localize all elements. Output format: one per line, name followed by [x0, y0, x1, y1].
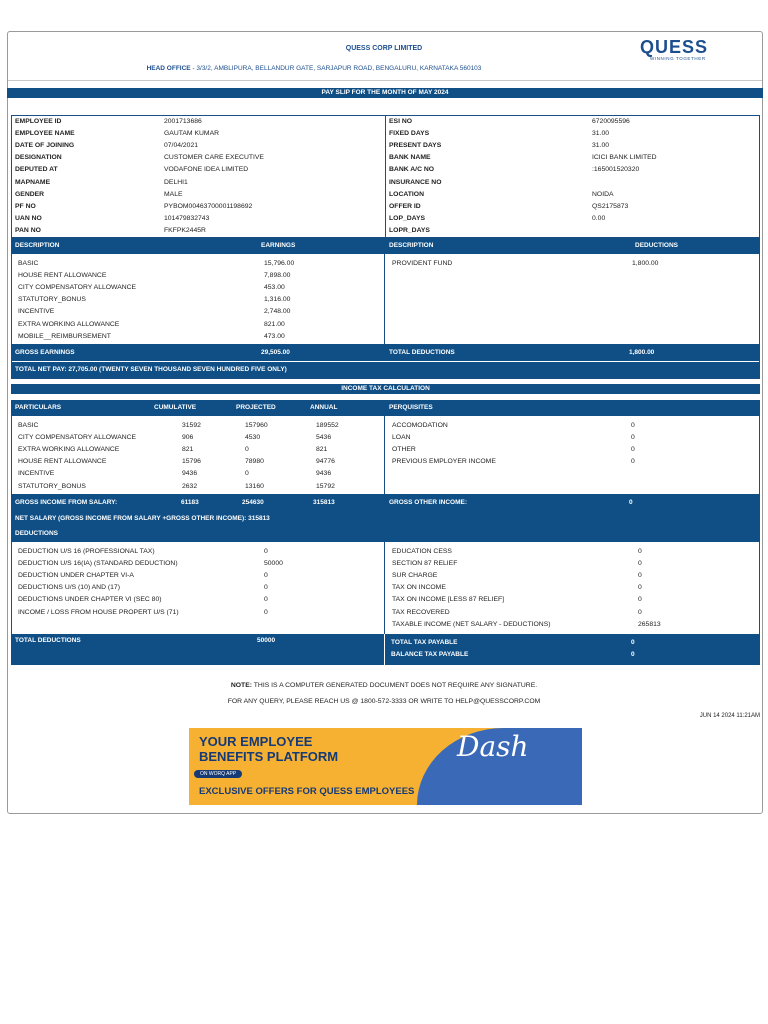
earning-amount: 1,316.00: [264, 296, 291, 304]
company-name: QUESS CORP LIMITED: [345, 45, 423, 52]
employee-field-label: FIXED DAYS: [389, 130, 430, 138]
perquisite-name: ACCOMODATION: [392, 422, 448, 429]
employee-field-label: DESIGNATION: [15, 154, 62, 162]
tax-item-name: EDUCATION CESS: [392, 548, 452, 555]
earning-name: INCENTIVE: [18, 308, 55, 316]
tax-item-amount: 0: [638, 596, 642, 604]
employee-field-label: PRESENT DAYS: [389, 142, 442, 150]
tax-amount: 821: [182, 446, 194, 454]
tax-amount: 15796: [182, 458, 201, 466]
employee-field-value: 31.00: [592, 142, 610, 150]
employee-field-value: :165001520320: [592, 166, 640, 174]
employee-field-label: UAN NO: [15, 214, 42, 222]
tax-deduction-amount: 50000: [264, 560, 283, 568]
earning-amount: 453.00: [264, 284, 285, 292]
earning-name: BASIC: [18, 260, 39, 267]
tax-item-amount: 0: [638, 560, 642, 568]
tax-amount: 4530: [245, 434, 261, 442]
tax-amount: 0: [245, 446, 249, 454]
employee-field-value: GAUTAM KUMAR: [164, 130, 220, 138]
tax-deduction-amount: 0: [264, 596, 268, 604]
query-contact: FOR ANY QUERY, PLEASE REACH US @ 1800-572-3333 OR WRITE TO HELP@QUESSCORP.COM: [227, 698, 541, 705]
dash-logo: Dash: [457, 730, 529, 763]
total-net-pay: TOTAL NET PAY: 27,705.00 (TWENTY SEVEN THOUSAND SEVEN HUNDRED FIVE ONLY): [11, 362, 760, 378]
tax-amount: 2632: [182, 482, 198, 490]
gross-income-row: GROSS INCOME FROM SALARY: 61183 254630 315813 GROSS OTHER INCOME: 0: [11, 494, 760, 511]
tax-amount: 157960: [245, 422, 268, 429]
tax-item-amount: 0: [638, 584, 642, 592]
tax-item-name: SECTION 87 RELIEF: [392, 560, 458, 568]
tax-amount: 9436: [182, 470, 198, 478]
tax-particular: EXTRA WORKING ALLOWANCE: [18, 446, 120, 454]
tax-deduction-name: DEDUCTION UNDER CHAPTER VI-A: [18, 572, 134, 580]
employee-field-label: LOP_DAYS: [389, 214, 426, 222]
tax-particular: CITY COMPENSATORY ALLOWANCE: [18, 434, 137, 442]
tax-totals: TOTAL DEDUCTIONS 50000 TOTAL TAX PAYABLE 0 BALANCE TAX PAYABLE 0: [11, 634, 760, 665]
employee-field-label: INSURANCE NO: [389, 178, 442, 186]
tax-particular: INCENTIVE: [18, 470, 55, 478]
employee-field-label: PF NO: [15, 202, 36, 210]
tax-amount: 5436: [316, 434, 332, 442]
earnings-divider: [384, 254, 385, 344]
tax-deduction-name: DEDUCTIONS UNDER CHAPTER VI (SEC 80): [18, 596, 162, 604]
employee-field-label: BANK A/C NO: [389, 166, 435, 174]
employee-field-value: 2001713686: [164, 118, 202, 125]
employee-field-label: ESI NO: [389, 118, 413, 125]
gross-earnings-row: GROSS EARNINGS 29,505.00 TOTAL DEDUCTIONS 1,800.00: [11, 344, 760, 361]
deduction-name: PROVIDENT FUND: [392, 260, 453, 267]
employee-field-label: EMPLOYEE ID: [15, 118, 62, 125]
employee-field-value: 101479832743: [164, 214, 210, 222]
tax-item-amount: 265813: [638, 620, 661, 628]
tax-particular: STATUTORY_BONUS: [18, 482, 86, 490]
earning-amount: 2,748.00: [264, 308, 291, 316]
employee-field-value: 31.00: [592, 130, 610, 138]
employee-field-label: LOCATION: [389, 190, 424, 198]
employee-field-value: ICICI BANK LIMITED: [592, 154, 657, 162]
employee-field-label: GENDER: [15, 190, 45, 198]
tax-amount: 9436: [316, 470, 332, 478]
perquisite-name: OTHER: [392, 446, 416, 454]
earning-amount: 473.00: [264, 332, 285, 340]
header-divider: [8, 80, 762, 81]
payslip-title: PAY SLIP FOR THE MONTH OF MAY 2024: [7, 88, 763, 98]
tax-amount: 31592: [182, 422, 201, 429]
tax-deduction-amount: 0: [264, 548, 268, 555]
tax-deductions-title: DEDUCTIONS: [11, 527, 760, 542]
tax-particular: HOUSE RENT ALLOWANCE: [18, 458, 107, 466]
worq-app-badge: ON WORQ APP: [194, 770, 242, 778]
tax-deduction-name: DEDUCTION U/S 16 (PROFESSIONAL TAX): [18, 548, 155, 555]
employee-field-label: DATE OF JOINING: [15, 142, 75, 150]
tax-amount: 15792: [316, 482, 335, 490]
tax-item-amount: 0: [638, 548, 642, 555]
tax-amount: 906: [182, 434, 194, 442]
employee-field-value: VODAFONE IDEA LIMITED: [164, 166, 249, 174]
dash-benefits-banner[interactable]: [189, 728, 582, 805]
earning-amount: 7,898.00: [264, 272, 291, 280]
deduction-amount: 1,800.00: [632, 260, 659, 267]
employee-field-value: QS2175873: [592, 202, 629, 210]
employee-field-label: EMPLOYEE NAME: [15, 130, 75, 138]
perquisite-amount: 0: [631, 458, 635, 466]
tax-divider: [384, 416, 385, 494]
employee-field-value: PYBOM00463700001198692: [164, 202, 253, 210]
tax-deduction-name: DEDUCTIONS U/S (10) AND (17): [18, 584, 120, 592]
employee-field-label: MAPNAME: [15, 178, 51, 186]
earning-name: CITY COMPENSATORY ALLOWANCE: [18, 284, 137, 292]
perquisite-amount: 0: [631, 446, 635, 454]
earning-name: STATUTORY_BONUS: [18, 296, 86, 304]
head-office-address: HEAD OFFICE - 3/3/2, AMBLIPURA, BELLANDUR GATE, SARJAPUR ROAD, BENGALURU, KARNATAKA 560103: [146, 65, 482, 72]
tax-header: PARTICULARS CUMULATIVE PROJECTED ANNUAL PERQUISITES: [11, 400, 760, 416]
tax-item-name: SUR CHARGE: [392, 572, 438, 580]
banner-brand-panel: [417, 728, 582, 805]
tax-deduction-amount: 0: [264, 608, 268, 616]
employee-field-label: PAN NO: [15, 226, 41, 234]
generated-timestamp: JUN 14 2024 11:21AM: [699, 713, 760, 719]
banner-offer: EXCLUSIVE OFFERS FOR QUESS EMPLOYEES: [199, 786, 415, 797]
tax-item-name: TAX RECOVERED: [392, 608, 450, 616]
earning-name: EXTRA WORKING ALLOWANCE: [18, 320, 120, 328]
quess-logo: QUESS WINNING TOGETHER: [640, 37, 709, 61]
employee-field-value: CUSTOMER CARE EXECUTIVE: [164, 154, 264, 162]
income-tax-title: INCOME TAX CALCULATION: [11, 384, 760, 394]
tax-particular: BASIC: [18, 422, 39, 429]
employee-field-label: BANK NAME: [389, 154, 431, 162]
banner-headline: YOUR EMPLOYEE BENEFITS PLATFORM: [199, 734, 339, 764]
tax-totals-divider: [384, 634, 385, 665]
perquisite-amount: 0: [631, 422, 635, 429]
earning-amount: 821.00: [264, 320, 285, 328]
employee-field-label: LOPR_DAYS: [389, 226, 430, 234]
tax-amount: 0: [245, 470, 249, 478]
perquisite-name: LOAN: [392, 434, 411, 442]
tax-deduction-name: INCOME / LOSS FROM HOUSE PROPERT U/S (71): [18, 608, 179, 616]
tax-item-amount: 0: [638, 608, 642, 616]
tax-deduction-amount: 0: [264, 572, 268, 580]
tax-item-name: TAX ON INCOME [LESS 87 RELIEF]: [392, 596, 505, 604]
tax-deduction-name: DEDUCTION U/S 16(IA) (STANDARD DEDUCTION): [18, 560, 178, 568]
employee-field-value: FKFPK2445R: [164, 226, 206, 234]
employee-field-value: 6720095596: [592, 118, 630, 125]
tax-deductions-divider: [384, 542, 385, 634]
employee-field-value: 07/04/2021: [164, 142, 199, 150]
tax-amount: 189552: [316, 422, 339, 429]
employee-field-value: 0.00: [592, 214, 606, 222]
earning-amount: 15,796.00: [264, 260, 295, 267]
employee-field-label: DEPUTED AT: [15, 166, 58, 174]
employee-field-value: DELHI1: [164, 178, 188, 186]
tax-amount: 78980: [245, 458, 264, 466]
tax-amount: 13160: [245, 482, 264, 490]
tax-amount: 94776: [316, 458, 335, 466]
employee-field-label: OFFER ID: [389, 202, 421, 210]
earning-name: HOUSE RENT ALLOWANCE: [18, 272, 107, 280]
tax-item-amount: 0: [638, 572, 642, 580]
tax-item-name: TAXABLE INCOME (NET SALARY - DEDUCTIONS): [392, 620, 551, 628]
employee-details: [11, 115, 760, 238]
net-salary-row: NET SALARY (GROSS INCOME FROM SALARY +GROSS OTHER INCOME): 315813: [11, 511, 760, 527]
earning-name: MOBILE__REIMBURSEMENT: [18, 332, 111, 340]
employee-field-value: NOIDA: [592, 190, 614, 198]
tax-amount: 821: [316, 446, 328, 454]
perquisite-name: PREVIOUS EMPLOYER INCOME: [392, 458, 496, 466]
earnings-header: DESCRIPTION EARNINGS DESCRIPTION DEDUCTIONS: [11, 238, 760, 254]
note: NOTE: THIS IS A COMPUTER GENERATED DOCUMENT DOES NOT REQUIRE ANY SIGNATURE.: [230, 682, 538, 689]
tax-deduction-amount: 0: [264, 584, 268, 592]
employee-field-value: MALE: [164, 190, 183, 198]
perquisite-amount: 0: [631, 434, 635, 442]
tax-item-name: TAX ON INCOME: [392, 584, 446, 592]
